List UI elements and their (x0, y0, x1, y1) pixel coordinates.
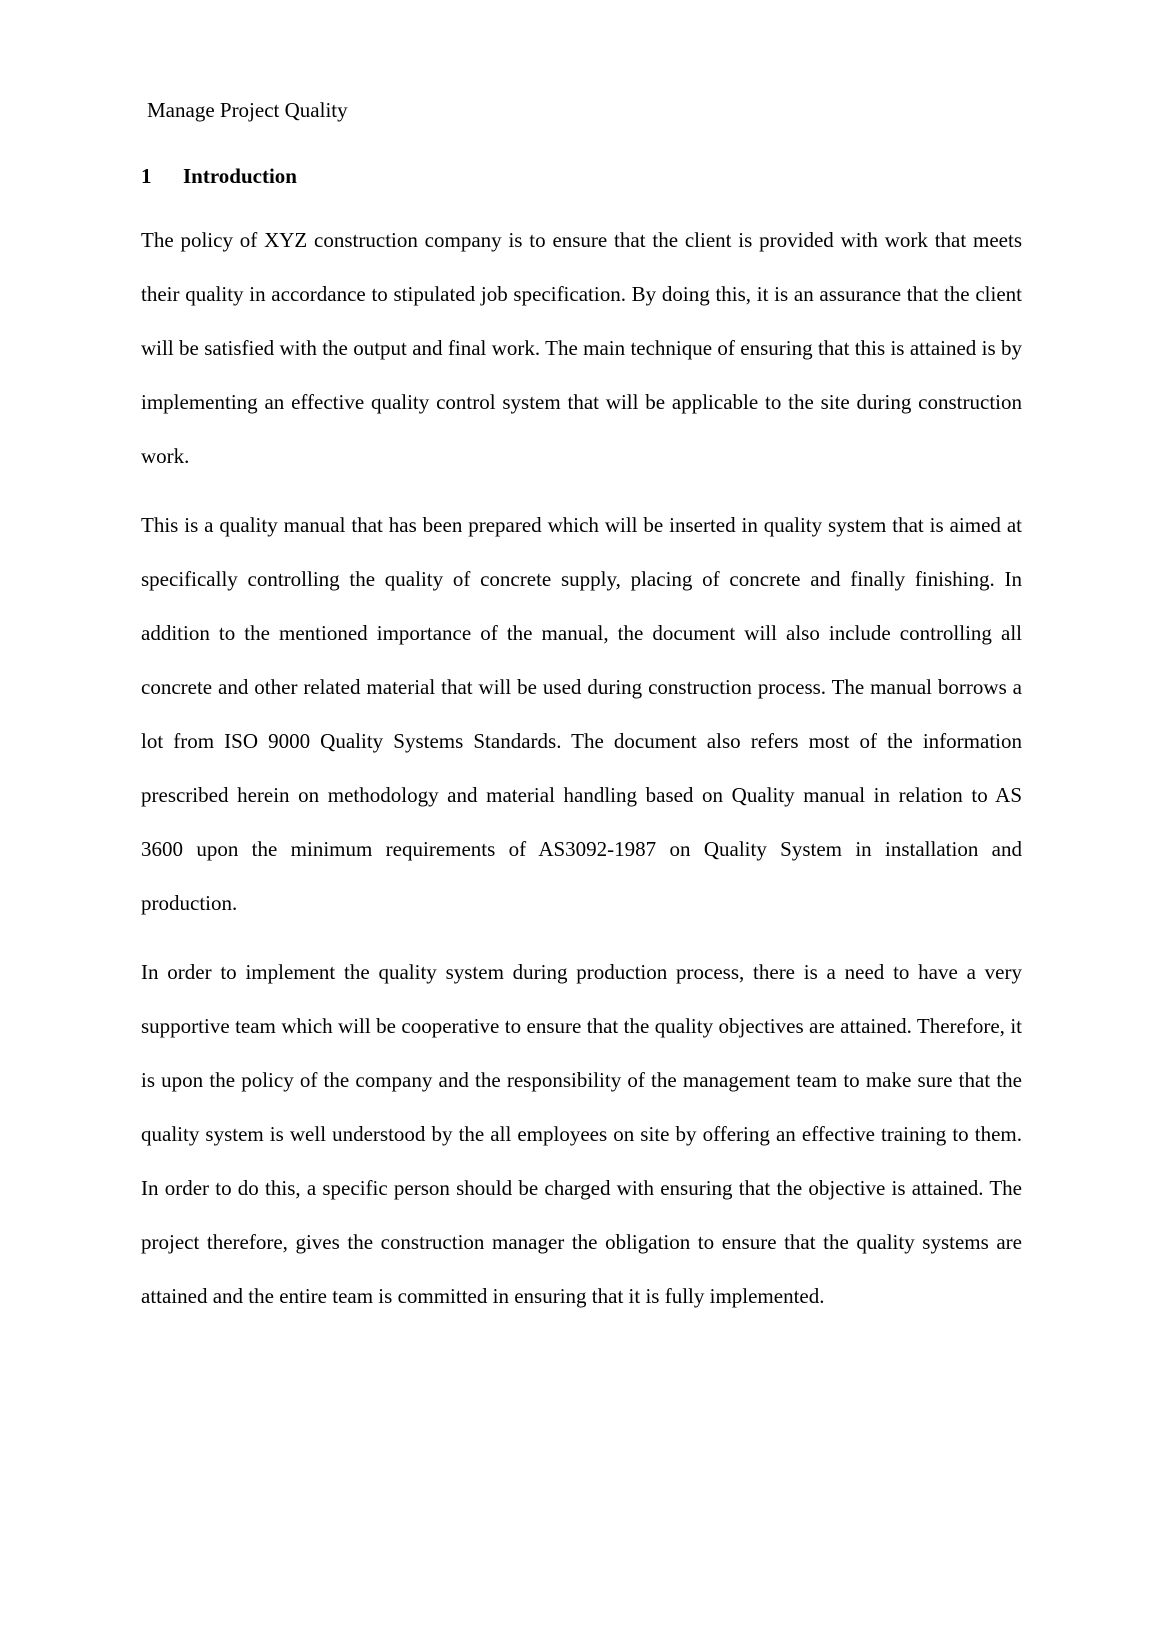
paragraph-1: The policy of XYZ construction company is to ensure that the client is provided with work that meets their quality in accordance to stipulated job specification. By doing this, it is an assurance that the client will be satisfied with the output and final work. The main technique of ensuring that this is attained is by implementing an effective quality control system that will be applicable to the site during construction work. (141, 228, 1022, 468)
section-title: Introduction (183, 164, 297, 188)
document-body (141, 213, 1022, 1338)
document-title: Manage Project Quality (147, 98, 348, 122)
section-heading (141, 160, 297, 192)
section-number: 1 (141, 164, 152, 188)
paragraph-3: In order to implement the quality system during production process, there is a need to have a very supportive team which will be cooperative to ensure that the quality objectives are attained. Therefore, it is upon the policy of the company and the responsibility of the management team to make sure that the quality system is well understood by the all employees on site by offering an effective training to them. In order to do this, a specific person should be charged with ensuring that the objective is attained. The project therefore, gives the construction manager the obligation to ensure that the quality systems are attained and the entire team is committed in ensuring that it is fully implemented. (141, 960, 1022, 1308)
paragraph-2: This is a quality manual that has been prepared which will be inserted in quality system that is aimed at specifically controlling the quality of concrete supply, placing of concrete and finally finishing. In addition to the mentioned importance of the manual, the document will also include controlling all concrete and other related material that will be used during construction process. The manual borrows a lot from ISO 9000 Quality Systems Standards. The document also refers most of the information prescribed herein on methodology and material handling based on Quality manual in relation to AS 3600 upon the minimum requirements of AS3092-1987 on Quality System in installation and production. (141, 513, 1022, 915)
